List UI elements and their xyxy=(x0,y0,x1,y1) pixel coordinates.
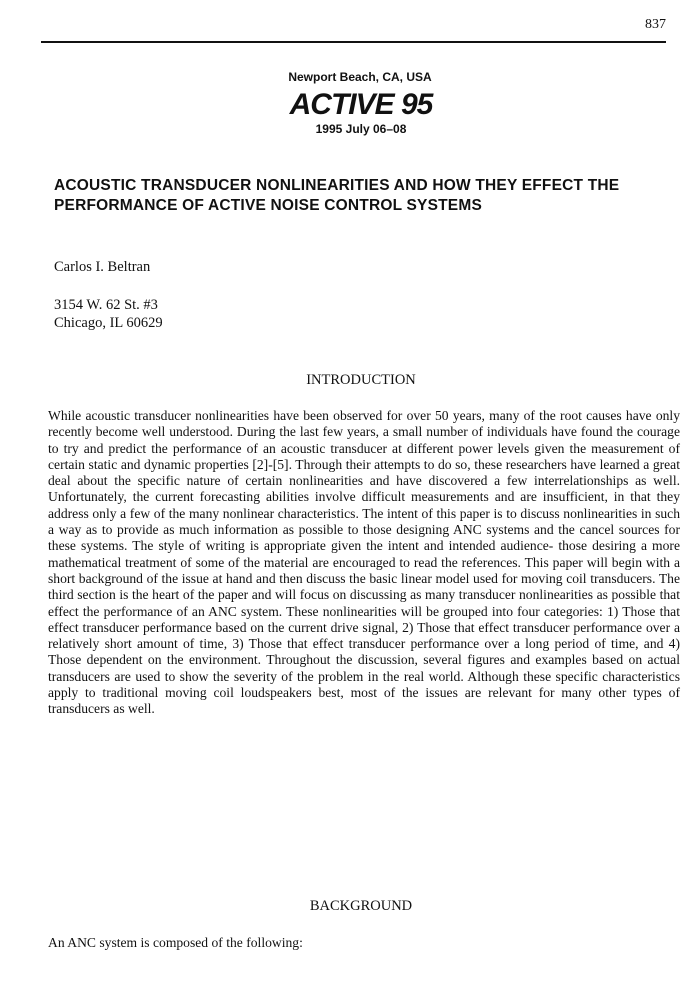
conference-date: 1995 July 06–08 xyxy=(315,122,407,136)
page-number: 837 xyxy=(645,17,666,32)
background-heading: BACKGROUND xyxy=(309,898,413,914)
conference-name: ACTIVE 95 xyxy=(289,88,433,121)
header-rule xyxy=(41,41,666,43)
introduction-paragraph: While acoustic transducer nonlinearities have been observed for over 50 years, many of the root causes have only recently become well understood. During the last few years, a small number of individuals have found the courage to try and predict the performance of an acoustic transducer at different power levels given the measurement of certain static and dynamic properties [2]-[5]. Through their attempts to do so, these researchers have learned a great deal about the specific nature of certain nonlinearities and have discovered a few interrelationships as well. Unfortunately, the current forecasting abilities involve difficult measurements and are insufficient, in that they address only a few of the many nonlinear characteristics. The intent of this paper is to discuss nonlinearities in such a way as to provide as much information as possible to those designing ANC systems and the cancel sources for these systems. The style of writing is appropriate given the intent and intended audience- those desiring a more mathematical treatment of some of the material are encouraged to read the references. This paper will begin with a short background of the issue at hand and then discuss the basic linear model used for moving coil transducers. The third section is the heart of the paper and will focus on discussing as many transducer nonlinearities as possible that effect the performance of an ANC system. These nonlinearities will be grouped into four categories: 1) Those that effect transducer performance based on the current drive signal, 2) Those that effect transducer performance over a relatively short amount of time, 3) Those that effect transducer performance over a long period of time, and 4) Those dependent on the environment. Throughout the discussion, several figures and examples based on actual transducers are used to show the severity of the problem in the real world. Although these specific characteristics apply to traditional moving coil loudspeakers best, most of the issues are relevant for many other types of transducers as well. xyxy=(48,408,680,717)
address-street: 3154 W. 62 St. #3 xyxy=(54,297,158,313)
address-city: Chicago, IL 60629 xyxy=(54,315,163,331)
paper-title: ACOUSTIC TRANSDUCER NONLINEARITIES AND HOW THEY EFFECT THE PERFORMANCE OF ACTIVE NOISE CONTROL SYSTEMS xyxy=(54,177,620,214)
conference-location: Newport Beach, CA, USA xyxy=(288,70,432,84)
introduction-heading: INTRODUCTION xyxy=(306,372,416,388)
background-paragraph: An ANC system is composed of the following: xyxy=(48,935,303,950)
author-address xyxy=(54,296,163,332)
author-name: Carlos I. Beltran xyxy=(54,259,151,275)
